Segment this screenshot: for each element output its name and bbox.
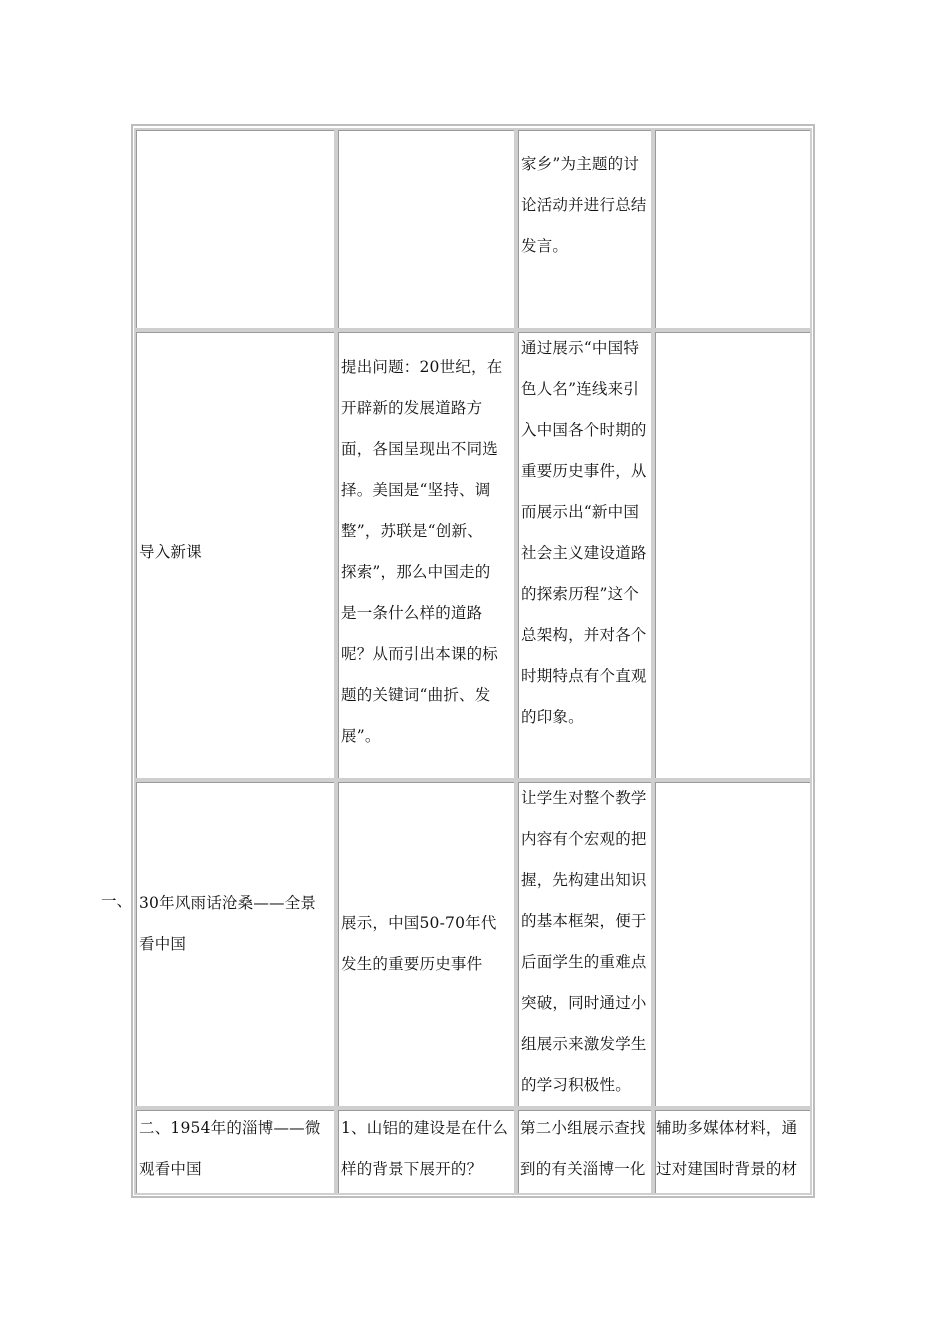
- row4-col2-cell: [336, 1108, 516, 1195]
- row1-col2-cell: [336, 128, 516, 330]
- row2-col1-cell: [134, 330, 336, 780]
- row2-col3-text: 通过展示“中国特 色人名”连线来引 入中国各个时期的 重要历史事件，从 而展示出“新中国 社会主义建设道路 的探索历程”这个 总架构，并对各个 时期特点有个直观 的印象。: [521, 339, 647, 726]
- row2-col3-cell: [516, 330, 653, 780]
- row2-col4-cell: [653, 330, 812, 780]
- row3-col1-cell: [134, 780, 336, 1108]
- row3-col3-cell: [516, 780, 653, 1108]
- row4-col4-text: 辅助多媒体材料，通 过对建国时背景的材: [656, 1119, 798, 1178]
- row1-col1-cell: [134, 128, 336, 330]
- row4-col1-text: 二、1954年的淄博——微 观看中国: [139, 1119, 321, 1178]
- row3-col2-text: 展示，中国50-70年代 发生的重要历史事件: [341, 914, 497, 973]
- row3-col1-text: 30年风雨话沧桑——全景 看中国: [139, 894, 317, 953]
- row3-col4-cell: [653, 780, 812, 1108]
- row4-col2-text: 1、山铝的建设是在什么 样的背景下展开的？: [341, 1119, 509, 1178]
- row4-col4-cell: [653, 1108, 812, 1195]
- row1-col4-cell: [653, 128, 812, 330]
- row3-col3-text: 让学生对整个教学 内容有个宏观的把 握，先构建出知识 的基本框架，便于 后面学生的重难点 突破，同时通过小 组展示来激发学生 的学习积极性。: [521, 789, 647, 1094]
- row1-col3-cell: [516, 128, 653, 330]
- row3-col1-prefix: 一、: [101, 892, 133, 910]
- row2-col1-text: 导入新课: [139, 543, 202, 561]
- row4-col3-cell: [516, 1108, 653, 1195]
- row3-col2-cell: [336, 780, 516, 1108]
- row2-col2-cell: [336, 330, 516, 780]
- row4-col1-cell: [134, 1108, 336, 1195]
- row4-col3-text: 第二小组展示查找 到的有关淄博一化: [520, 1119, 646, 1178]
- row2-col2-text: 提出问题：20世纪，在 开辟新的发展道路方 面，各国呈现出不同选 择。美国是“坚持、调 整”，苏联是“创新、 探索”，那么中国走的 是一条什么样的道路 呢？从而引出本课的标 题的关键词“曲折、发 展”。: [341, 358, 503, 745]
- row1-col3-text: 家乡”为主题的讨 论活动并进行总结 发言。: [521, 155, 647, 255]
